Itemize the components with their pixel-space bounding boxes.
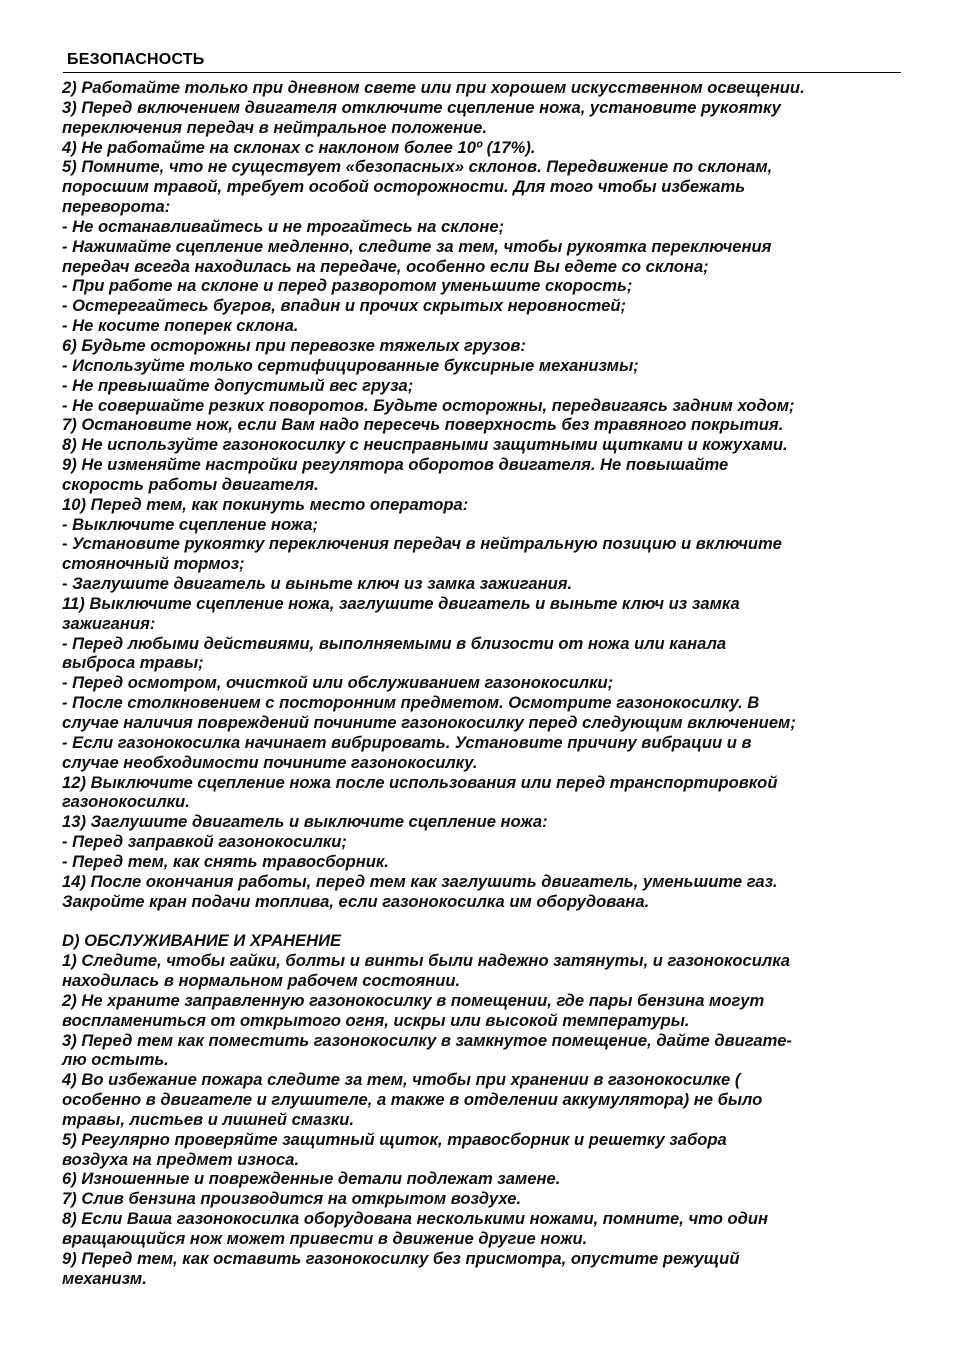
text-line: воспламениться от открытого огня, искры или высокой температуры. xyxy=(62,1010,690,1030)
maintenance-section xyxy=(62,931,902,1288)
text-line: - Не превышайте допустимый вес груза; xyxy=(62,375,414,395)
maintenance-heading: D) ОБСЛУЖИВАНИЕ И ХРАНЕНИЕ xyxy=(62,931,342,951)
section-spacer xyxy=(62,911,902,931)
text-line: зажигания: xyxy=(62,613,156,633)
text-line: вращающийся нож может привести в движение другие ножи. xyxy=(62,1228,588,1248)
text-line: 2) Работайте только при дневном свете или при хорошем искусственном освещении. xyxy=(62,78,805,97)
text-line: 4) Не работайте на склонах с наклоном более 10º (17%). xyxy=(62,137,536,157)
text-line: - Выключите сцепление ножа; xyxy=(62,514,319,534)
text-line: лю остыть. xyxy=(62,1050,169,1070)
text-line: скорость работы двигателя. xyxy=(62,474,319,494)
text-line: 4) Во избежание пожара следите за тем, чтобы при хранении в газонокосилке ( xyxy=(62,1070,741,1090)
safety-rules-section xyxy=(62,78,902,911)
text-line: поросшим травой, требует особой осторожности. Для того чтобы избежать xyxy=(62,177,746,197)
text-line: - Если газонокосилка начинает вибрировать. Установите причину вибрации и в xyxy=(62,732,752,752)
text-line: 3) Перед включением двигателя отключите сцепление ножа, установите рукоятку xyxy=(62,97,781,117)
text-line: 2) Не храните заправленную газонокосилку в помещении, где пары бензина могут xyxy=(62,990,765,1010)
text-line: - После столкновением с посторонним предметом. Осмотрите газонокосилку. В xyxy=(62,693,760,713)
text-line: 13) Заглушите двигатель и выключите сцепление ножа: xyxy=(62,812,548,832)
text-line: - Не совершайте резких поворотов. Будьте осторожны, передвигаясь задним ходом; xyxy=(62,395,795,415)
text-line: - Заглушите двигатель и выньте ключ из замка зажигания. xyxy=(62,574,573,594)
text-line: 8) Если Ваша газонокосилка оборудована несколькими ножами, помните, что один xyxy=(62,1209,768,1229)
text-line: особенно в двигателе и глушителе, а также в отделении аккумулятора) не было xyxy=(62,1090,763,1110)
text-line: случае необходимости почините газонокосилку. xyxy=(62,752,478,772)
text-line: 5) Помните, что не существует «безопасных» склонов. Передвижение по склонам, xyxy=(62,157,773,177)
text-line: - Перед тем, как снять травосборник. xyxy=(62,851,389,871)
text-line: 7) Остановите нож, если Вам надо пересечь поверхность без травяного покрытия. xyxy=(62,415,784,435)
text-line: механизм. xyxy=(62,1268,147,1288)
text-line: - Не останавливайтесь и не трогайтесь на склоне; xyxy=(62,216,505,236)
text-line: 8) Не используйте газонокосилку с неисправными защитными щитками и кожухами. xyxy=(62,435,788,455)
page-title: БЕЗОПАСНОСТЬ xyxy=(67,51,205,68)
page-body xyxy=(62,78,902,1288)
text-line: 12) Выключите сцепление ножа после использования или перед транспортировкой xyxy=(62,772,778,792)
text-line: - Перед осмотром, очисткой или обслуживанием газонокосилки; xyxy=(62,673,614,693)
text-line: газонокосилки. xyxy=(62,792,190,812)
text-line: случае наличия повреждений почините газонокосилку перед следующим включением; xyxy=(62,713,796,732)
text-line: - При работе на склоне и перед разворотом уменьшите скорость; xyxy=(62,276,633,296)
text-line: 7) Слив бензина производится на открытом воздухе. xyxy=(62,1189,522,1209)
text-line: - Используйте только сертифицированные буксирные механизмы; xyxy=(62,355,639,375)
text-line: 1) Следите, чтобы гайки, болты и винты были надежно затянуты, и газонокосилка xyxy=(62,951,791,971)
text-line: травы, листьев и лишней смазки. xyxy=(62,1109,355,1129)
text-line: 9) Не изменяйте настройки регулятора оборотов двигателя. Не повышайте xyxy=(62,455,729,475)
text-line: - Перед любыми действиями, выполняемыми в близости от ножа или канала xyxy=(62,633,727,653)
text-line: 5) Регулярно проверяйте защитный щиток, травосборник и решетку забора xyxy=(62,1129,727,1149)
text-line: Закройте кран подачи топлива, если газонокосилка им оборудована. xyxy=(62,891,650,911)
page-header xyxy=(63,52,901,73)
text-line: - Перед заправкой газонокосилки; xyxy=(62,832,347,852)
text-line: 3) Перед тем как поместить газонокосилку в замкнутое помещение, дайте двигате- xyxy=(62,1030,792,1050)
text-line: выброса травы; xyxy=(62,653,204,673)
text-line: переключения передач в нейтральное положение. xyxy=(62,117,487,137)
text-line: 10) Перед тем, как покинуть место оператора: xyxy=(62,494,469,514)
text-line: переворота: xyxy=(62,197,171,217)
text-line: стояночный тормоз; xyxy=(62,554,245,574)
text-line: 6) Будьте осторожны при перевозке тяжелых грузов: xyxy=(62,335,526,355)
text-line: 11) Выключите сцепление ножа, заглушите двигатель и выньте ключ из замка xyxy=(62,593,740,613)
text-line: 14) После окончания работы, перед тем как заглушить двигатель, уменьшите газ. xyxy=(62,871,778,891)
text-line: - Установите рукоятку переключения передач в нейтральную позицию и включите xyxy=(62,534,782,554)
text-line: - Остерегайтесь бугров, впадин и прочих скрытых неровностей; xyxy=(62,296,626,316)
text-line: воздуха на предмет износа. xyxy=(62,1149,300,1169)
text-line: - Не косите поперек склона. xyxy=(62,316,299,336)
text-line: 9) Перед тем, как оставить газонокосилку без присмотра, опустите режущий xyxy=(62,1248,740,1268)
text-line: находилась в нормальном рабочем состоянии. xyxy=(62,970,461,990)
text-line: 6) Изношенные и поврежденные детали подлежат замене. xyxy=(62,1169,561,1189)
text-line: - Нажимайте сцепление медленно, следите за тем, чтобы рукоятка переключения xyxy=(62,236,772,256)
text-line: передач всегда находилась на передаче, особенно если Вы едете со склона; xyxy=(62,256,709,276)
